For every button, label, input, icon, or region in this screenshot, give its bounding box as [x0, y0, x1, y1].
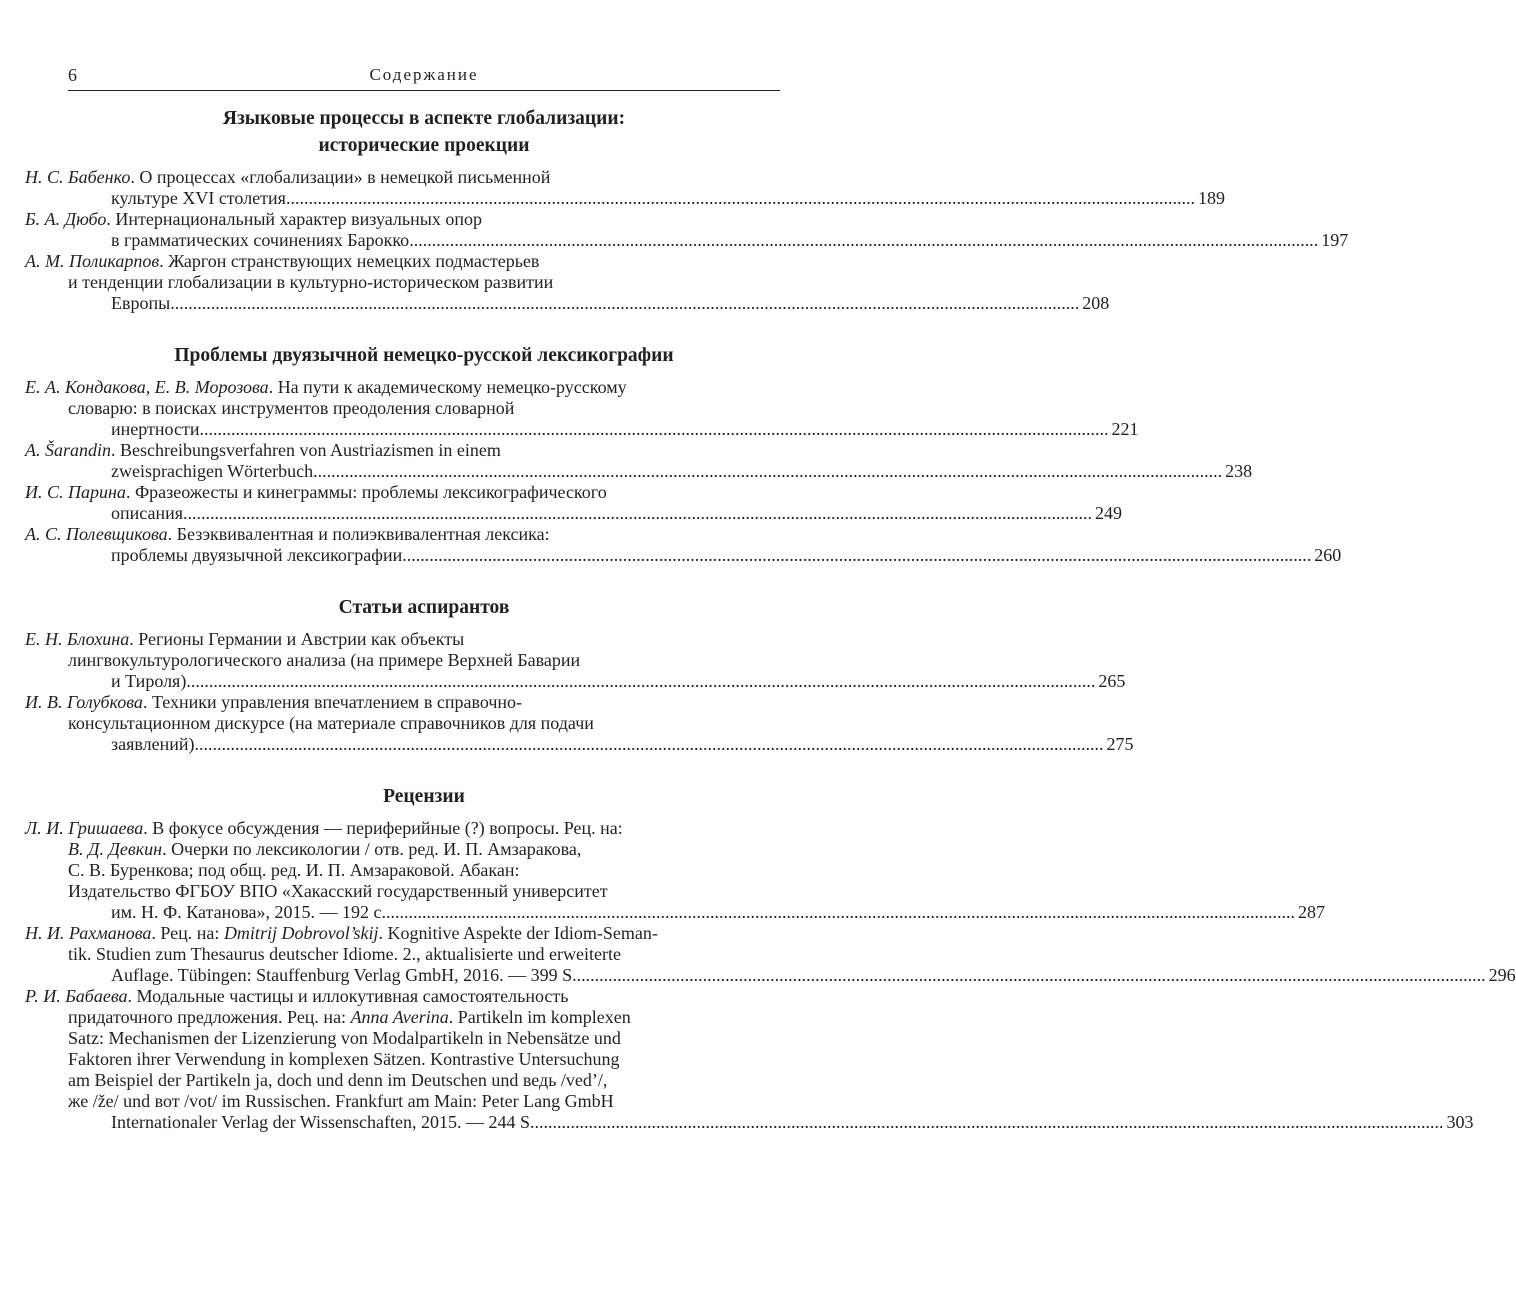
toc-entry[interactable]	[25, 524, 1342, 566]
entry-title-text: Жаргон странствующих немецких подмастерьев	[168, 251, 540, 271]
toc-section	[25, 594, 1134, 755]
entry-line	[68, 1091, 780, 1112]
section-title	[68, 783, 780, 810]
entry-line	[25, 818, 780, 839]
entry-title-text: консультационном дискурсе (на материале справочников для подачи	[68, 713, 594, 733]
entry-author-separator: .	[143, 818, 153, 838]
entry-title-wrap	[68, 272, 553, 292]
toc-entry[interactable]	[25, 986, 1474, 1133]
entry-title-text: описания	[111, 503, 184, 523]
dot-leader: ..........................................................................................................................................................................................................	[409, 230, 1319, 250]
entry-title-wrap	[25, 167, 550, 187]
entry-title-text: словарю: в поисках инструментов преодоления словарной	[68, 398, 515, 418]
entry-title-wrap	[68, 1028, 621, 1048]
entry-line	[25, 524, 780, 545]
entry-title-wrap	[25, 923, 658, 943]
entry-title-wrap	[68, 944, 621, 964]
entry-title-wrap	[68, 398, 514, 418]
entry-title-wrap	[111, 503, 183, 524]
entry-line	[68, 398, 780, 419]
entry-title-wrap	[68, 1007, 631, 1027]
entry-page-number: 221	[1111, 419, 1139, 439]
entry-title-text: лингвокультурологического анализа (на примере Верхней Баварии	[68, 650, 581, 670]
entry-title-text: Техники управления впечатлением в справочно-	[151, 692, 523, 712]
entry-page-number: 296	[1488, 965, 1516, 985]
entry-line	[25, 986, 780, 1007]
entry-title-wrap	[25, 524, 550, 544]
section-title	[68, 342, 780, 369]
entry-page-number: 260	[1314, 545, 1342, 565]
entry-title-text: и тенденции глобализации в культурно-историческом развитии	[68, 272, 554, 292]
entry-line	[68, 1070, 780, 1091]
entry-title-wrap	[111, 902, 386, 923]
entry-title-wrap	[25, 440, 501, 460]
entry-line	[68, 881, 780, 902]
entry-author: И. В. Голубкова	[25, 692, 143, 712]
entry-title-wrap	[68, 713, 594, 733]
entry-line	[68, 944, 780, 965]
entry-line	[25, 209, 780, 230]
entry-title-text: Рец. на: Dmitrij Dobrovol’skij. Kognitive Aspekte der Idiom-Seman-	[160, 923, 658, 943]
entry-author-separator: .	[167, 524, 177, 544]
entry-title-text: проблемы двуязычной лексикографии	[111, 545, 403, 565]
dot-leader: ..........................................................................................................................................................................................................	[402, 545, 1312, 565]
reviewed-author: Anna Averina	[350, 1007, 449, 1027]
toc-entry[interactable]	[25, 440, 1253, 482]
entry-author: А. М. Поликарпов	[25, 251, 160, 271]
entry-title-wrap	[68, 1091, 614, 1111]
entry-line	[25, 440, 780, 461]
section-title-line: исторические проекции	[318, 135, 530, 156]
entry-page-number: 189	[1197, 188, 1225, 208]
entry-last-line	[111, 734, 1134, 755]
entry-title-wrap	[111, 188, 286, 209]
entry-last-line	[111, 1112, 1474, 1133]
entry-author: A. Šarandin	[25, 440, 112, 460]
entry-title-wrap	[111, 293, 170, 314]
entry-author: Б. А. Дюбо	[25, 209, 107, 229]
entry-title-wrap	[111, 734, 195, 755]
entry-title-text: В фокусе обсуждения — периферийные (?) вопросы. Рец. на:	[152, 818, 623, 838]
section-title-line: Рецензии	[383, 786, 465, 807]
entry-title-text: Европы	[111, 293, 171, 313]
entry-author-separator: .	[111, 440, 121, 460]
toc-entry[interactable]	[25, 251, 1110, 314]
entry-title-wrap	[25, 377, 627, 397]
entry-title-text: В. Д. Девкин. Очерки по лексикологии / отв. ред. И. П. Амзаракова,	[68, 839, 582, 859]
entry-title-wrap	[68, 839, 581, 859]
entry-author-separator: .	[106, 209, 116, 229]
entry-title-text: Фразеожесты и кинеграммы: проблемы лексикографического	[134, 482, 607, 502]
entry-title-text: am Beispiel der Partikeln ja, doch und denn im Deutschen und ведь /ved’/,	[68, 1070, 608, 1090]
entry-title-text: им. Н. Ф. Катанова», 2015. — 192 с.	[111, 902, 386, 922]
entry-author: А. С. Полевщикова	[25, 524, 168, 544]
section-title-line: Проблемы двуязычной немецко-русской лексикографии	[174, 345, 674, 366]
toc-section	[25, 342, 1342, 566]
entry-title-wrap	[111, 230, 409, 251]
entry-last-line	[111, 902, 1325, 923]
entry-author-separator: .	[142, 692, 152, 712]
entry-title-wrap	[111, 965, 577, 986]
entry-line	[68, 1007, 780, 1028]
entry-title-text: Auflage. Tübingen: Stauffenburg Verlag GmbH, 2016. — 399 S.	[111, 965, 577, 985]
entry-title-wrap	[68, 1070, 607, 1090]
entry-last-line	[111, 188, 1225, 209]
entry-title-wrap	[25, 482, 607, 502]
entry-line	[25, 482, 780, 503]
entry-page-number: 238	[1225, 461, 1253, 481]
entry-line	[68, 713, 780, 734]
running-title: Содержание	[369, 65, 479, 84]
entry-title-text: zweisprachigen Wörterbuch	[111, 461, 314, 481]
reviewed-author: Dmitrij Dobrovol’skij	[223, 923, 379, 943]
toc-entry[interactable]	[25, 692, 1134, 755]
entry-author-separator: .	[130, 167, 140, 187]
section-title	[68, 105, 780, 159]
entry-title-text: С. В. Буренкова; под общ. ред. И. П. Амзараковой. Абакан:	[68, 860, 520, 880]
entry-title-text: в грамматических сочинениях Барокко	[111, 230, 410, 250]
entry-line	[25, 251, 780, 272]
running-head	[68, 60, 780, 91]
entry-title-text: и Тироля)	[111, 671, 187, 691]
dot-leader: ..........................................................................................................................................................................................................	[576, 965, 1486, 985]
entry-author-separator: .	[159, 251, 169, 271]
dot-leader: ..........................................................................................................................................................................................................	[313, 461, 1223, 481]
entry-last-line	[111, 671, 1126, 692]
entry-line	[25, 167, 780, 188]
entry-page-number: 275	[1106, 734, 1134, 754]
entry-page-number: 287	[1297, 902, 1325, 922]
entry-title-text: Интернациональный характер визуальных опор	[115, 209, 482, 229]
entry-title-text: инертности	[111, 419, 200, 439]
entry-author-separator: .	[268, 377, 278, 397]
entry-line	[25, 377, 780, 398]
page-number: 6	[68, 65, 77, 85]
entry-title-text: На пути к академическому немецко-русскому	[277, 377, 627, 397]
entry-last-line	[111, 230, 1349, 251]
entry-title-wrap	[111, 419, 199, 440]
dot-leader: ..........................................................................................................................................................................................................	[285, 188, 1195, 208]
entry-title-wrap	[68, 881, 608, 901]
section-title	[68, 594, 780, 621]
entry-author-separator: .	[125, 482, 135, 502]
entry-title-text: придаточного предложения. Рец. на: Anna Averina. Partikeln im komplexen	[68, 1007, 631, 1027]
entry-title-wrap	[25, 209, 482, 229]
entry-title-wrap	[111, 545, 402, 566]
entry-last-line	[111, 461, 1253, 482]
entry-title-wrap	[25, 629, 464, 649]
entry-last-line	[111, 503, 1123, 524]
entry-page-number: 249	[1095, 503, 1123, 523]
toc-entry[interactable]	[25, 209, 1349, 251]
entry-author-separator: .	[129, 629, 139, 649]
entry-page-number: 197	[1321, 230, 1349, 250]
entry-title-text: Регионы Германии и Австрии как объекты	[138, 629, 465, 649]
entry-last-line	[111, 293, 1110, 314]
toc-section	[25, 105, 1349, 314]
toc-entry[interactable]	[25, 923, 1516, 986]
dot-leader: ..........................................................................................................................................................................................................	[534, 1112, 1444, 1132]
toc-section	[25, 783, 1516, 1133]
entry-page-number: 208	[1082, 293, 1110, 313]
toc-entry[interactable]	[25, 167, 1225, 209]
entry-line	[68, 1028, 780, 1049]
entry-title-text: же /že/ und вот /vot/ im Russischen. Frankfurt am Main: Peter Lang GmbH	[68, 1091, 614, 1111]
entry-author: Р. И. Бабаева	[25, 986, 128, 1006]
entry-title-wrap	[68, 860, 519, 880]
entry-title-text: Безэквивалентная и полиэквивалентная лексика:	[176, 524, 550, 544]
entry-title-wrap	[111, 1112, 535, 1133]
entry-title-text: Faktoren ihrer Verwendung in komplexen Sätzen. Kontrastive Untersuchung	[68, 1049, 620, 1069]
entry-author-separator: .	[127, 986, 137, 1006]
entry-line	[25, 629, 780, 650]
dot-leader: ..........................................................................................................................................................................................................	[170, 293, 1080, 313]
entry-title-text: О процессах «глобализации» в немецкой письменной	[139, 167, 551, 187]
toc-entry[interactable]	[25, 377, 1139, 440]
entry-author: Е. Н. Блохина	[25, 629, 130, 649]
entry-title-wrap	[68, 650, 580, 670]
entry-title-text: Satz: Mechanismen der Lizenzierung von Modalpartikeln in Nebensätze und	[68, 1028, 621, 1048]
table-of-contents	[25, 105, 1516, 1133]
entry-title-wrap	[111, 671, 186, 692]
entry-line	[25, 692, 780, 713]
entry-title-wrap	[111, 461, 313, 482]
entry-page-number: 265	[1098, 671, 1126, 691]
dot-leader: ..........................................................................................................................................................................................................	[186, 671, 1096, 691]
entry-title-wrap	[25, 986, 568, 1006]
entry-line	[68, 860, 780, 881]
entry-page-number: 303	[1446, 1112, 1474, 1132]
entry-author: Н. И. Рахманова	[25, 923, 152, 943]
toc-entry[interactable]	[25, 818, 1325, 923]
entry-author: Е. А. Кондакова, Е. В. Морозова	[25, 377, 269, 397]
dot-leader: ..........................................................................................................................................................................................................	[385, 902, 1295, 922]
reviewed-author: В. Д. Девкин	[68, 839, 163, 859]
entry-title-text: Модальные частицы и иллокутивная самостоятельность	[136, 986, 569, 1006]
entry-last-line	[111, 419, 1139, 440]
entry-title-text: tik. Studien zum Thesaurus deutscher Idiome. 2., aktualisierte und erweiterte	[68, 944, 622, 964]
entry-title-text: Издательство ФГБОУ ВПО «Хакасский государственный университет	[68, 881, 608, 901]
toc-entry[interactable]	[25, 482, 1123, 524]
dot-leader: ..........................................................................................................................................................................................................	[199, 419, 1109, 439]
entry-author: И. С. Парина	[25, 482, 126, 502]
dot-leader: ..........................................................................................................................................................................................................	[194, 734, 1104, 754]
entry-title-wrap	[25, 692, 522, 712]
entry-line	[68, 1049, 780, 1070]
entry-line	[68, 272, 780, 293]
contents-page	[25, 60, 1516, 1133]
entry-title-wrap	[25, 818, 623, 838]
entry-title-text: Internationaler Verlag der Wissenschaften, 2015. — 244 S.	[111, 1112, 535, 1132]
section-title-line: Статьи аспирантов	[338, 597, 510, 618]
entry-author-separator: .	[151, 923, 161, 943]
entry-author: Л. И. Гришаева	[25, 818, 144, 838]
entry-line	[25, 923, 780, 944]
entry-last-line	[111, 545, 1342, 566]
entry-title-text: Beschreibungsverfahren von Austriazismen in einem	[120, 440, 501, 460]
entry-line	[68, 839, 780, 860]
toc-entry[interactable]	[25, 629, 1126, 692]
entry-author: Н. С. Бабенко	[25, 167, 131, 187]
dot-leader: ..........................................................................................................................................................................................................	[183, 503, 1093, 523]
entry-title-wrap	[68, 1049, 620, 1069]
entry-title-wrap	[25, 251, 539, 271]
entry-last-line	[111, 965, 1516, 986]
entry-line	[68, 650, 780, 671]
entry-title-text: заявлений)	[111, 734, 195, 754]
section-title-line: Языковые процессы в аспекте глобализации:	[222, 108, 626, 129]
entry-title-text: культуре XVI столетия	[111, 188, 286, 208]
